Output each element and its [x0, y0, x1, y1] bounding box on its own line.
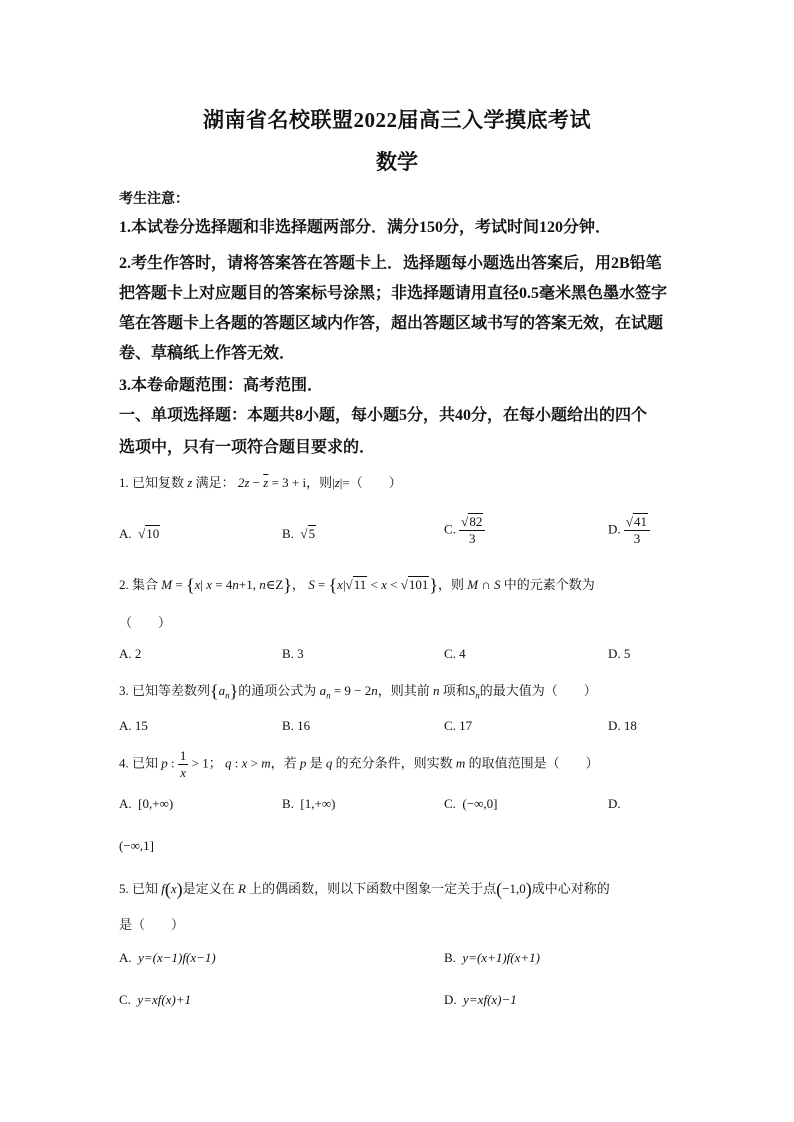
question-4: 4. 已知 p : $\frac{1}{x}$ > 1； q : x > m，若 p 是 q 的充分条件，则实数 m 的取值范围是（ ）: [119, 748, 599, 780]
q4-option-b: B. [1,+∞): [282, 796, 336, 811]
q4-option-c: C. (−∞,0]: [444, 796, 498, 811]
q4-option-d-value: (−∞,1]: [119, 838, 155, 853]
section-1-heading: 一、单项选择题：本题共8小题，每小题5分，共40分，在每小题给出的四个: [119, 407, 648, 424]
notice-heading: 考生注意：: [119, 192, 189, 207]
q3-option-b: B. 16: [282, 718, 311, 733]
q1-option-d: D. $\frac{√41}{3}$: [608, 514, 650, 547]
q2-option-c: C. 4: [444, 646, 466, 661]
exam-subject: 数学: [376, 150, 418, 174]
q5-option-b: B. y=(x+1)f(x+1): [444, 950, 540, 965]
q5-option-a: A. y=(x−1)f(x−1): [119, 950, 216, 965]
q1-option-a: A. √10: [119, 526, 160, 541]
section-1-heading-cont: 选项中，只有一项符合题目要求的．: [119, 439, 376, 456]
notice-item-2-cont2: 笔在答题卡上各题的答题区域内作答，超出答题区域书写的答案无效，在试题: [119, 315, 664, 332]
q3-option-d: D. 18: [608, 718, 637, 733]
q2-paren: （ ）: [119, 615, 172, 630]
q1-option-c: C. $\frac{√82}{3}$: [444, 514, 485, 547]
q2-option-b: B. 3: [282, 646, 304, 661]
notice-item-2-cont3: 卷、草稿纸上作答无效．: [119, 345, 296, 362]
q1-option-b: B. √5: [282, 526, 316, 541]
question-1: 1. 已知复数 z 满足： $2z - \overline{z} = 3 + i$，则|z|=（ ）: [119, 475, 402, 490]
question-2: 2. 集合 M = {x| x = 4n+1, n∈Z}， S = {x|√11 < x < √101}，则 M ∩ S 中的元素个数为: [119, 575, 595, 595]
q5-option-c: C. y=xf(x)+1: [119, 992, 192, 1007]
q2-option-d: D. 5: [608, 646, 631, 661]
exam-title: 湖南省名校联盟2022届高三入学摸底考试: [203, 108, 591, 132]
notice-item-2-cont1: 把答题卡上对应题目的答案标号涂黑；非选择题请用直径0.5毫米黑色墨水签字: [119, 285, 668, 302]
q5-option-d: D. y=xf(x)−1: [444, 992, 517, 1007]
q4-option-d-label: D.: [608, 796, 621, 811]
notice-item-2: 2.考生作答时，请将答案答在答题卡上．选择题每小题选出答案后，用2B铅笔: [119, 255, 662, 272]
question-3: 3. 已知等差数列$\{a_n\}$的通项公式为 $a_n = 9 - 2n$，则其前 n 项和$S_n$的最大值为（ ）: [119, 681, 597, 701]
q3-option-a: A. 15: [119, 718, 148, 733]
q4-option-a: A. [0,+∞): [119, 796, 174, 811]
notice-item-3: 3.本卷命题范围：高考范围．: [119, 377, 324, 394]
question-5: 5. 已知 f(x)是定义在 R 上的偶函数，则以下函数中图象一定关于点(−1,0)成中心对称的: [119, 879, 610, 899]
q2-option-a: A. 2: [119, 646, 142, 661]
q5-line-2: 是（ ）: [119, 917, 185, 932]
q3-option-c: C. 17: [444, 718, 473, 733]
notice-item-1: 1.本试卷分选择题和非选择题两部分．满分150分，考试时间120分钟．: [119, 219, 612, 236]
